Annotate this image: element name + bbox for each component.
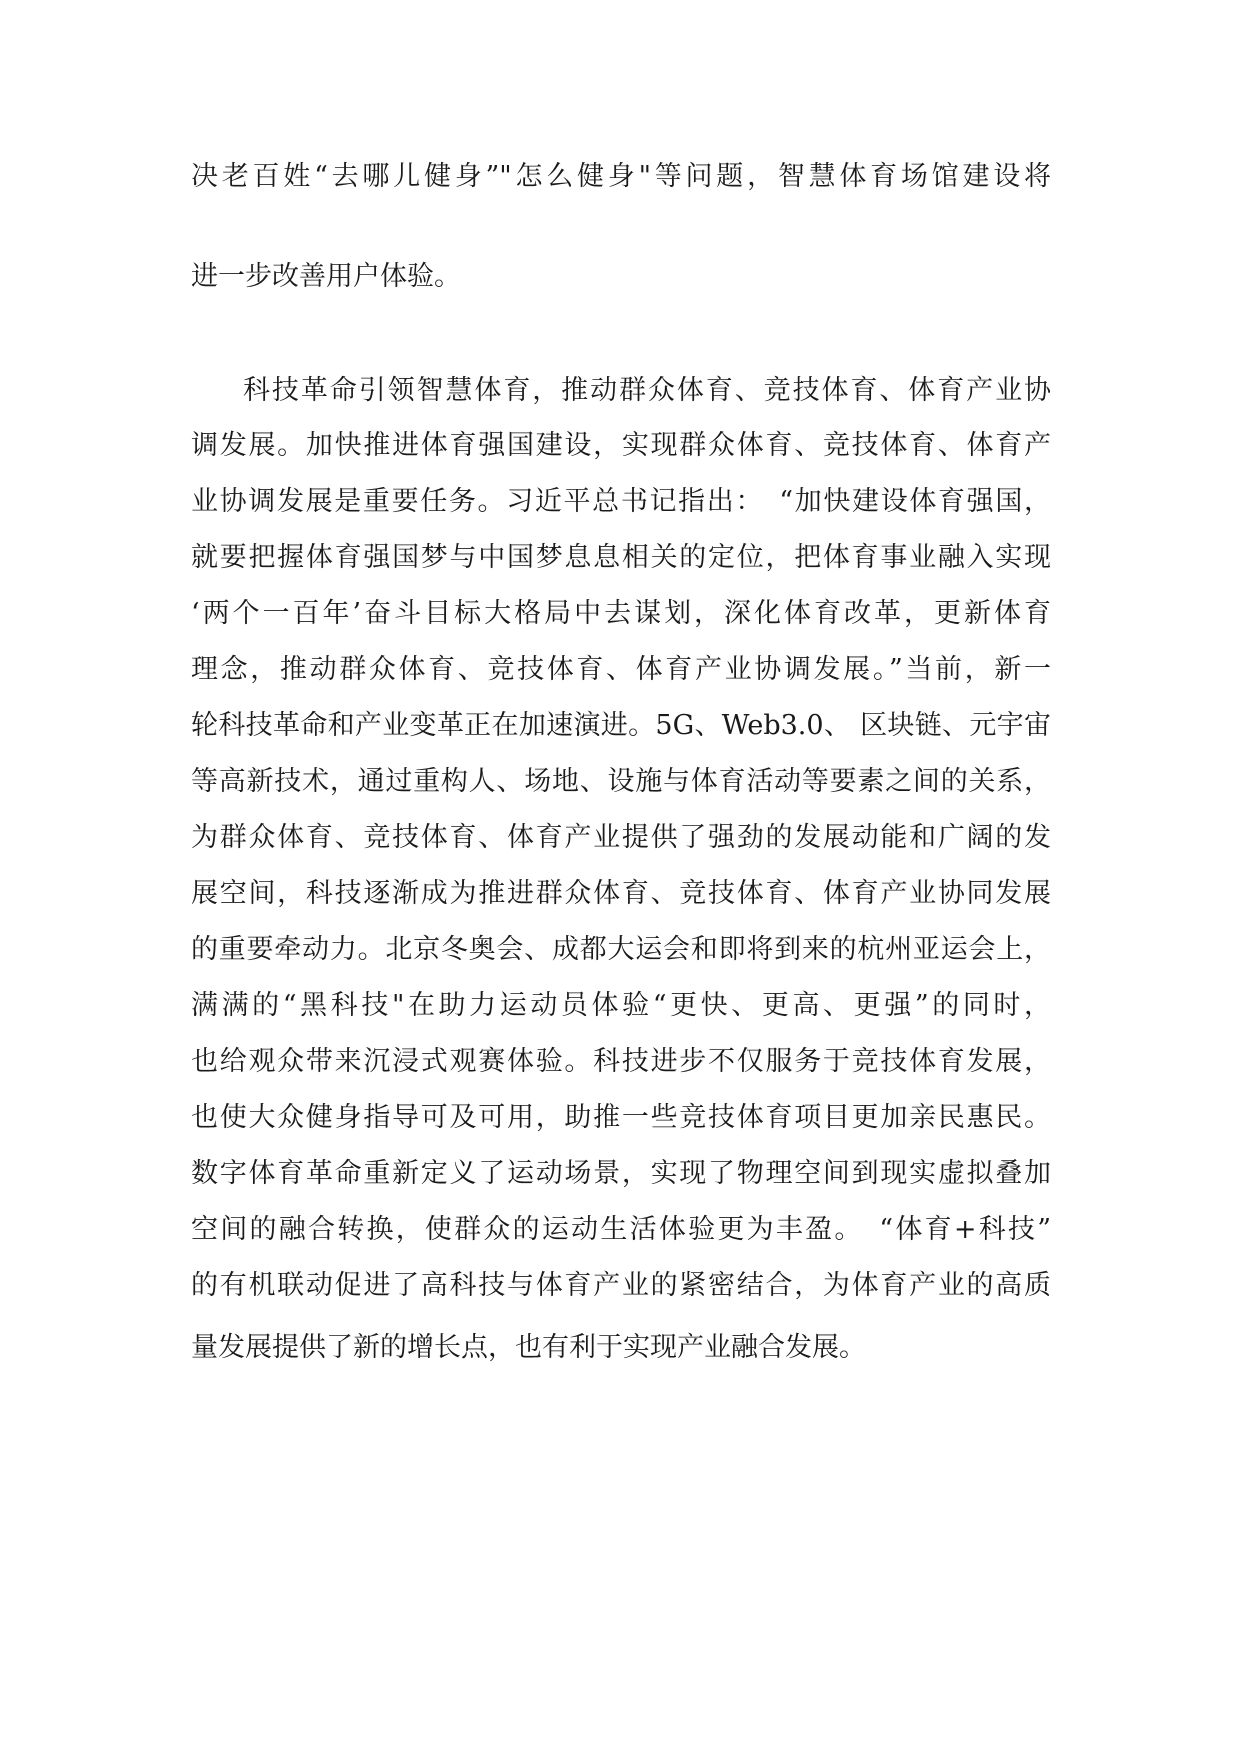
text-line: 为群众体育、竞技体育、体育产业提供了强劲的发展动能和广阔的发: [191, 822, 1051, 853]
text-line: 空间的融合转换，使群众的运动生活体验更为丰盈。 “体育+科技”: [191, 1214, 1051, 1245]
text-line: 也使大众健身指导可及可用，助推一些竞技体育项目更加亲民惠民。: [191, 1102, 1051, 1133]
text-line: 就要把握体育强国梦与中国梦息息相关的定位，把体育事业融入实现: [191, 542, 1051, 573]
text-line: 科技革命引领智慧体育，推动群众体育、竞技体育、体育产业协: [243, 375, 1051, 406]
text-line: 等高新技术，通过重构人、场地、设施与体育活动等要素之间的关系，: [191, 766, 1051, 797]
text-line: 也给观众带来沉浸式观赛体验。科技进步不仅服务于竞技体育发展，: [191, 1046, 1051, 1077]
text-line: 数字体育革命重新定义了运动场景，实现了物理空间到现实虚拟叠加: [191, 1158, 1051, 1189]
text-line: 展空间，科技逐渐成为推进群众体育、竞技体育、体育产业协同发展: [191, 878, 1051, 909]
text-line: 理念，推动群众体育、竞技体育、体育产业协调发展。”当前，新一: [191, 654, 1051, 685]
text-line: 量发展提供了新的增长点，也有利于实现产业融合发展。: [191, 1332, 866, 1363]
text-line: ‘两个一百年’奋斗目标大格局中去谋划，深化体育改革，更新体育: [191, 598, 1051, 629]
text-line: 的有机联动促进了高科技与体育产业的紧密结合，为体育产业的高质: [191, 1270, 1051, 1301]
text-line: 业协调发展是重要任务。习近平总书记指出： “加快建设体育强国，: [191, 486, 1051, 517]
text-line: 调发展。加快推进体育强国建设，实现群众体育、竞技体育、体育产: [191, 430, 1051, 461]
text-line: 的重要牵动力。北京冬奥会、成都大运会和即将到来的杭州亚运会上，: [191, 934, 1051, 965]
text-line: 决老百姓“去哪儿健身”"怎么健身"等问题，智慧体育场馆建设将: [191, 161, 1051, 192]
text-line: 轮科技革命和产业变革正在加速演进。5G、Web3.0、 区块链、元宇宙: [191, 710, 1051, 741]
text-line: 满满的“黑科技"在助力运动员体验“更快、更高、更强”的同时，: [191, 990, 1051, 1021]
text-line: 进一步改善用户体验。: [191, 261, 461, 292]
